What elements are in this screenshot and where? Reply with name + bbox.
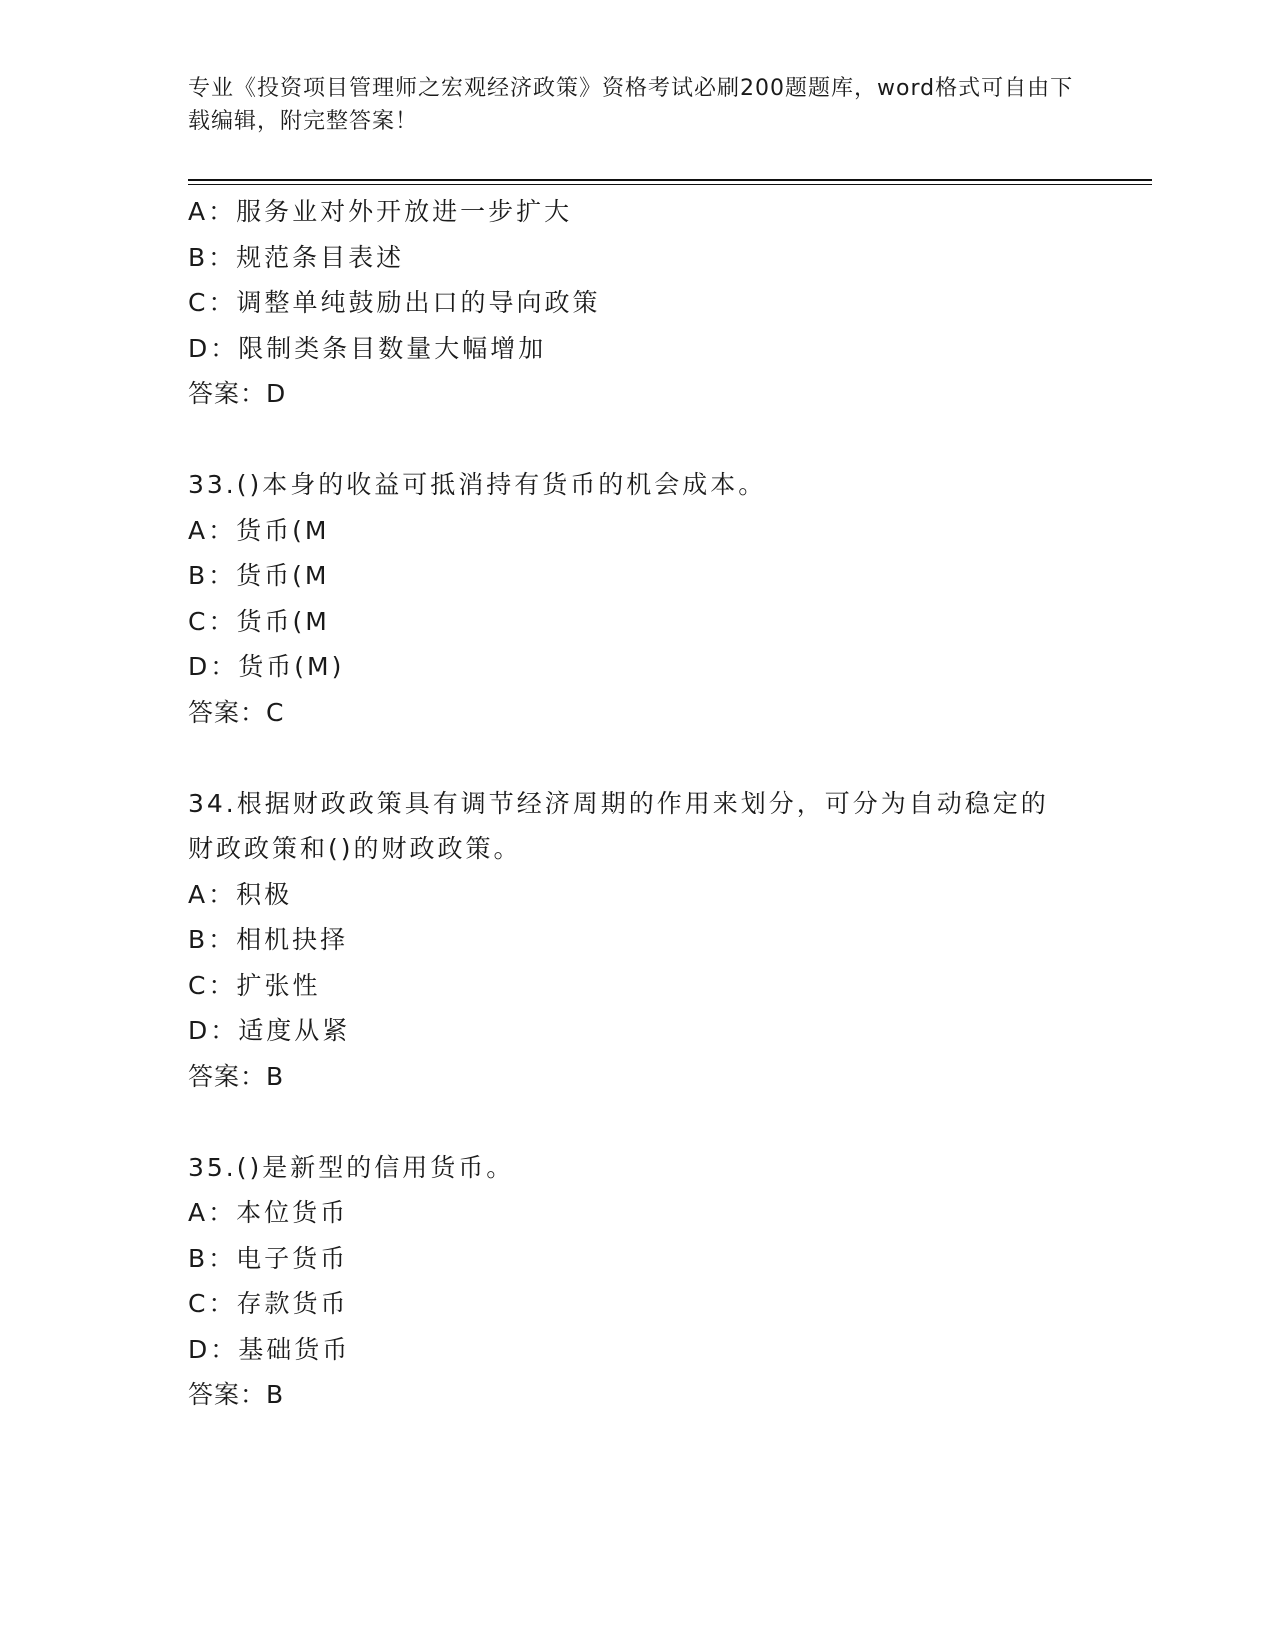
option-a: A：积极	[188, 879, 293, 909]
option-d: D：基础货币	[188, 1334, 351, 1364]
answer-line: 答案：C	[188, 697, 285, 727]
option-d: D：货币(M)	[188, 652, 345, 681]
option-b: B：电子货币	[188, 1243, 349, 1273]
option-c: C：存款货币	[188, 1289, 349, 1318]
question-stem: 35.()是新型的信用货币。	[188, 1152, 515, 1182]
header-divider	[188, 179, 1152, 181]
option-d: D：限制类条目数量大幅增加	[188, 333, 547, 363]
option-b: B：货币(M	[188, 561, 330, 590]
answer-line: 答案：B	[188, 1380, 285, 1409]
answer-line: 答案：D	[188, 379, 287, 408]
question-item	[188, 462, 1088, 735]
option-b: B：规范条目表述	[188, 242, 405, 272]
answer-line: 答案：B	[188, 1061, 285, 1091]
option-a: A：货币(M	[188, 515, 330, 545]
option-d: D：适度从紧	[188, 1016, 351, 1045]
document-header: 专业《投资项目管理师之宏观经济政策》资格考试必刷200题题库，word格式可自由下载编辑，附完整答案！	[188, 76, 1074, 134]
question-item	[188, 781, 1088, 1100]
question-stem-line-1: 34.根据财政政策具有调节经济周期的作用来划分，可分为自动稳定的	[188, 788, 1049, 818]
option-b: B：相机抉择	[188, 925, 349, 954]
question-stem-line-2: 财政政策和()的财政政策。	[188, 834, 522, 863]
option-a: A：本位货币	[188, 1198, 349, 1227]
option-c: C：扩张性	[188, 970, 321, 1000]
option-c: C：调整单纯鼓励出口的导向政策	[188, 288, 601, 317]
question-item	[188, 1145, 1088, 1418]
option-a: A：服务业对外开放进一步扩大	[188, 197, 573, 226]
option-c: C：货币(M	[188, 606, 330, 636]
header-divider-thin	[188, 184, 1152, 185]
question-list	[188, 189, 1088, 1418]
question-stem: 33.()本身的收益可抵消持有货币的机会成本。	[188, 470, 767, 499]
question-item	[188, 189, 1088, 417]
